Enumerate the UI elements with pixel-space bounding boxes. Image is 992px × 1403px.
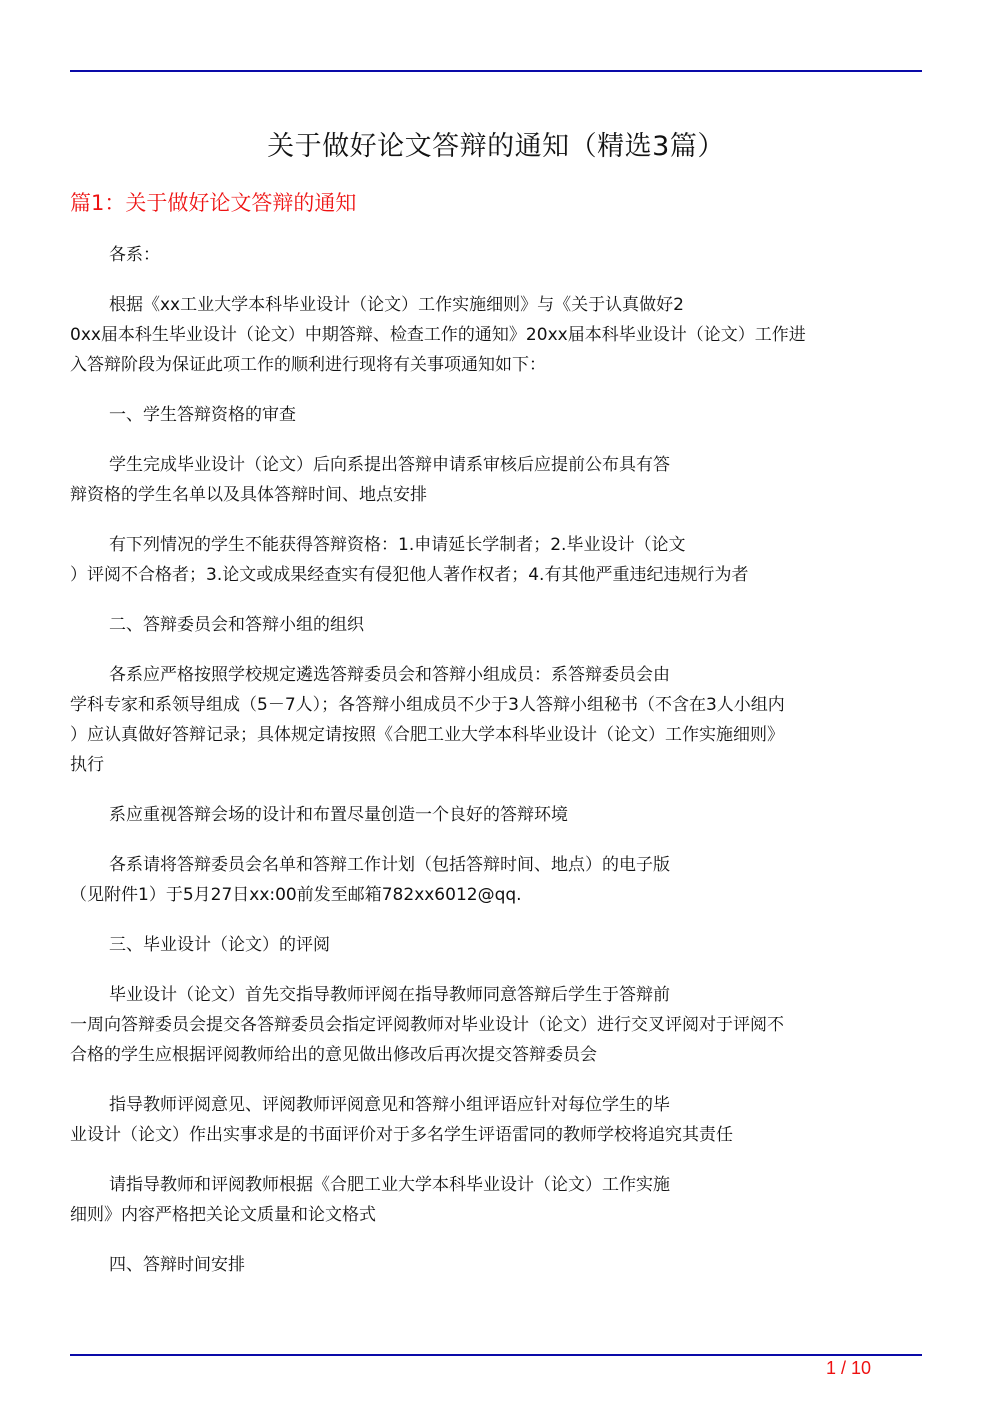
text-line: 一周向答辩委员会提交各答辩委员会指定评阅教师对毕业设计（论文）进行交叉评阅对于评阅不	[70, 1015, 784, 1035]
intro-paragraph	[70, 290, 930, 380]
footer-rule	[70, 1354, 922, 1356]
text-line: 四、答辩时间安排	[109, 1255, 245, 1275]
body-paragraph	[70, 450, 930, 510]
text-line: 业设计（论文）作出实事求是的书面评价对于多名学生评语雷同的教师学校将追究其责任	[70, 1125, 733, 1145]
salutation-paragraph	[70, 240, 930, 270]
document-body	[70, 240, 930, 1300]
text-line: 学科专家和系领导组成（5－7人）；各答辩小组成员不少于3人答辩小组秘书（不含在3人小组内	[70, 695, 785, 715]
text-line: ）评阅不合格者；3.论文或成果经查实有侵犯他人著作权者；4.有其他严重违纪违规行为者	[70, 565, 749, 585]
body-paragraph	[70, 980, 930, 1070]
text-line: 毕业设计（论文）首先交指导教师评阅在指导教师同意答辩后学生于答辩前	[109, 985, 670, 1005]
body-paragraph	[70, 800, 930, 830]
subheading-2	[70, 610, 930, 640]
body-paragraph	[70, 660, 930, 780]
text-line: 各系请将答辩委员会名单和答辩工作计划（包括答辩时间、地点）的电子版	[109, 855, 670, 875]
text-line: 请指导教师和评阅教师根据《合肥工业大学本科毕业设计（论文）工作实施	[109, 1175, 670, 1195]
header-rule	[70, 70, 922, 72]
text-line: 执行	[70, 755, 104, 775]
text-line: ）应认真做好答辩记录；具体规定请按照《合肥工业大学本科毕业设计（论文）工作实施细则》	[70, 725, 784, 745]
text-line: 各系应严格按照学校规定遴选答辩委员会和答辩小组成员：系答辩委员会由	[109, 665, 670, 685]
text-line: 细则》内容严格把关论文质量和论文格式	[70, 1205, 376, 1225]
text-line: 0xx届本科生毕业设计（论文）中期答辩、检查工作的通知》20xx届本科毕业设计（论文）工作进	[70, 325, 806, 345]
section-heading: 篇1：关于做好论文答辩的通知	[70, 191, 357, 215]
text-line: 辩资格的学生名单以及具体答辩时间、地点安排	[70, 485, 427, 505]
text-line: 有下列情况的学生不能获得答辩资格：1.申请延长学制者；2.毕业设计（论文	[109, 535, 686, 555]
body-paragraph	[70, 1090, 930, 1150]
text-line: 学生完成毕业设计（论文）后向系提出答辩申请系审核后应提前公布具有答	[109, 455, 670, 475]
text-line: 根据《xx工业大学本科毕业设计（论文）工作实施细则》与《关于认真做好2	[109, 295, 684, 315]
text-line: 合格的学生应根据评阅教师给出的意见做出修改后再次提交答辩委员会	[70, 1045, 597, 1065]
text-line: 各系：	[109, 245, 160, 265]
subheading-3	[70, 930, 930, 960]
body-paragraph	[70, 530, 930, 590]
subheading-4	[70, 1250, 930, 1280]
document-title: 关于做好论文答辩的通知（精选3篇）	[267, 131, 725, 162]
text-line: 系应重视答辩会场的设计和布置尽量创造一个良好的答辩环境	[109, 805, 568, 825]
text-line: 入答辩阶段为保证此项工作的顺利进行现将有关事项通知如下：	[70, 355, 546, 375]
body-paragraph	[70, 1170, 930, 1230]
text-line: （见附件1）于5月27日xx:00前发至邮箱782xx6012@qq.	[70, 885, 522, 905]
subheading-1	[70, 400, 930, 430]
text-line: 指导教师评阅意见、评阅教师评阅意见和答辩小组评语应针对每位学生的毕	[109, 1095, 670, 1115]
text-line: 二、答辩委员会和答辩小组的组织	[109, 615, 364, 635]
text-line: 三、毕业设计（论文）的评阅	[109, 935, 330, 955]
text-line: 一、学生答辩资格的审查	[109, 405, 296, 425]
body-paragraph	[70, 850, 930, 910]
page-number: 1 / 10	[826, 1358, 872, 1378]
